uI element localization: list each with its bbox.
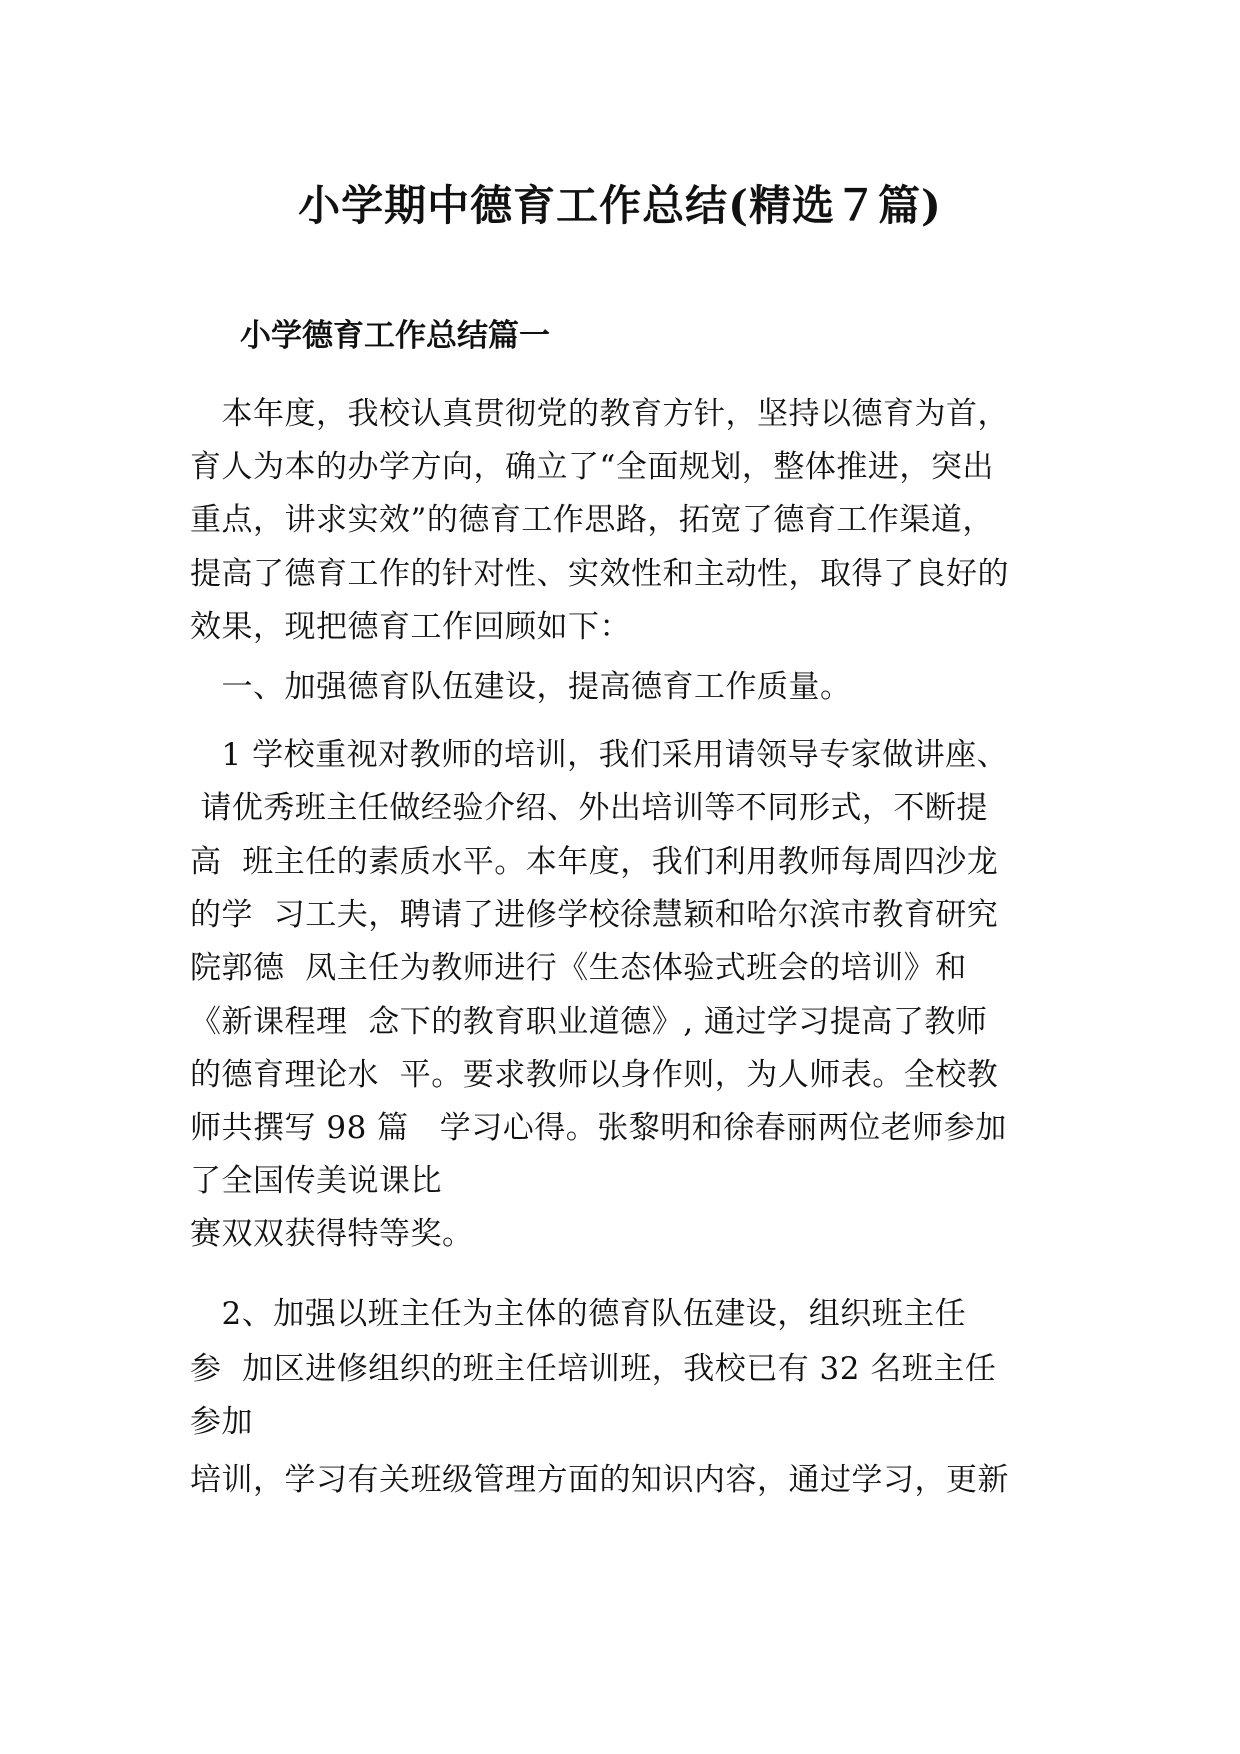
- body-line-11: 院郭德 凤主任为教师进行《生态体验式班会的培训》和: [190, 950, 967, 986]
- section-heading: 小学德育工作总结篇一: [240, 318, 550, 354]
- body-line-4: 提高了德育工作的针对性、实效性和主动性，取得了良好的: [190, 556, 1009, 592]
- body-line-20: 培训，学习有关班级管理方面的知识内容，通过学习，更新: [190, 1462, 1009, 1498]
- body-line-15: 了全国传美说课比: [190, 1163, 442, 1199]
- body-line-13: 的德育理论水 平。要求教师以身作则，为人师表。全校教: [190, 1057, 999, 1093]
- body-line-5: 效果，现把德育工作回顾如下：: [190, 609, 631, 645]
- body-line-3: 重点，讲求实效”的德育工作思路，拓宽了德育工作渠道，: [190, 502, 994, 538]
- body-line-19: 参加: [190, 1404, 253, 1440]
- body-line-6: 一、加强德育队伍建设，提高德育工作质量。: [190, 669, 852, 705]
- body-line-16: 赛双双获得特等奖。: [190, 1216, 474, 1252]
- body-line-9: 高 班主任的素质水平。本年度，我们利用教师每周四沙龙: [190, 844, 999, 880]
- body-line-10: 的学 习工夫，聘请了进修学校徐慧颖和哈尔滨市教育研究: [190, 897, 999, 933]
- body-line-8: 请优秀班主任做经验介绍、外出培训等不同形式，不断提: [190, 790, 988, 826]
- body-line-18: 参 加区进修组织的班主任培训班，我校已有 32 名班主任: [190, 1351, 997, 1387]
- body-line-17: 2、加强以班主任为主体的德育队伍建设，组织班主任: [190, 1296, 967, 1332]
- body-line-14: 师共撰写 98 篇 学习心得。张黎明和徐春丽两位老师参加: [190, 1110, 1007, 1146]
- document-title: 小学期中德育工作总结(精选７篇): [298, 181, 942, 230]
- body-line-1: 本年度，我校认真贯彻党的教育方针，坚持以德育为首，: [190, 396, 1009, 432]
- body-line-12: 《新课程理 念下的教育职业道德》, 通过学习提高了教师: [190, 1004, 988, 1040]
- body-line-7: 1 学校重视对教师的培训，我们采用请领导专家做讲座、: [190, 737, 1009, 773]
- body-line-2: 育人为本的办学方向，确立了“全面规划，整体推进，突出: [190, 449, 994, 485]
